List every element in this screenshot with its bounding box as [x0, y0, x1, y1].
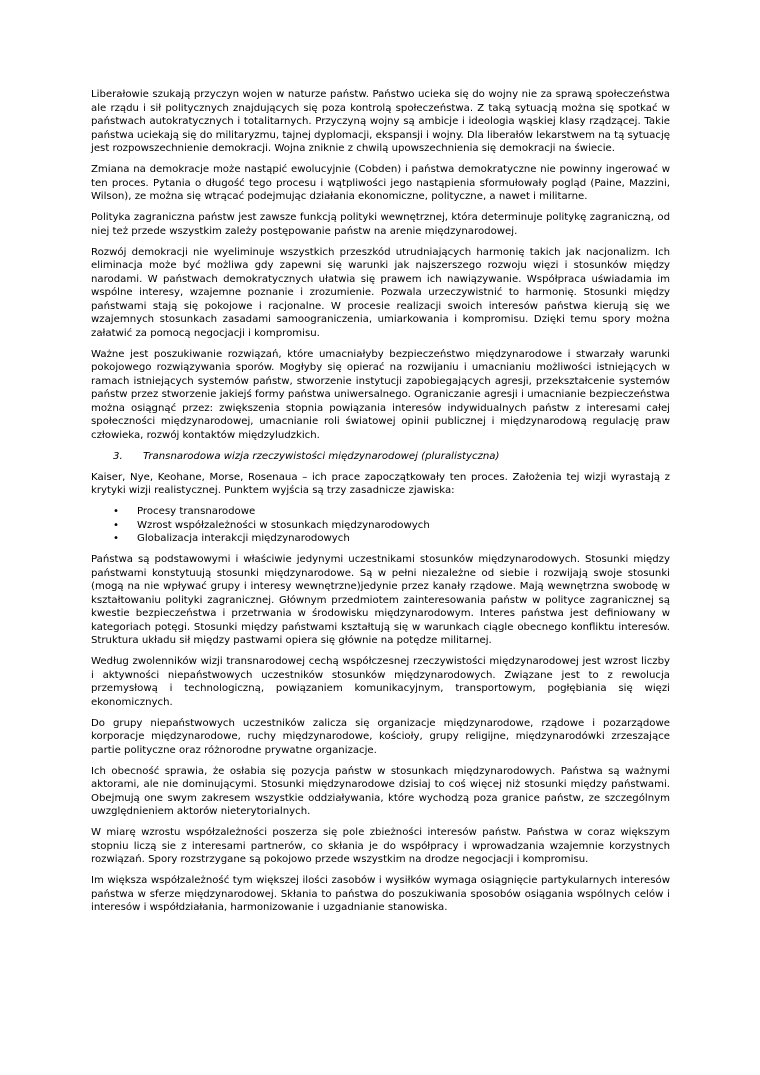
paragraph-state-position: Ich obecność sprawia, że osłabia się pozycja państw w stosunkach międzynarodowych. Państwa są ważnymi aktorami, ale nie dominującymi. Stosunki międzynarodowe dzisiaj to coś więcej niż stosunki między państwami. Obejmują one swym zakresem wszystkie oddziaływania, które wychodzą poza granice państw, ze szczególnym uwzględnieniem aktorów nieterytorialnych. [91, 765, 670, 817]
paragraph-democracy-development: Rozwój demokracji nie wyeliminuje wszystkich przeszkód utrudniających harmonię takich jak nacjonalizm. Ich eliminacja może być możliwa gdy zapewni się warunki jak najszerszego rozwoju więzi i stosunków między narodami. W państwach demokratycznych ułatwia się prawem ich nawiązywanie. Współpraca uświadamia im wspólne interesy, wzajemne poznanie i zrozumienie. Pozwala urzeczywistnić to harmonię. Stosunki między państwami stają się pokojowe i racjonalne. W procesie realizacji swoich interesów państwa kierują się we wzajemnych stosunkach zasadami samoograniczenia, umiarkowania i kompromisu. Dzięki temu spory można załatwić za pomocą negocjacji i kompromisu. [91, 246, 670, 339]
section-number: 3. [113, 450, 123, 462]
paragraph-liberals-war-causes: Liberałowie szukają przyczyn wojen w naturze państw. Państwo ucieka się do wojny nie za sprawą społeczeństwa ale rządu i sił politycznych znajdujących się poza kontrolą społeczeństwa. Z taką sytuacją można się spotkać w państwach autokratycznych i totalitarnych. Przyczyną wojny są ambicje i ideologia wąskiej klasy rządzącej. Takie państwa uciekają się do militaryzmu, tajnej dyplomacji, ekspansji i wojny. Dla liberałów lekarstwem na tą sytuację jest rozpowszechnienie demokracji. Wojna zniknie z chwilą upowszechnienia się demokracji na świecie. [91, 89, 670, 154]
bullet-icon: • [113, 533, 119, 544]
paragraph-common-goals: Im większa współzależność tym większej ilości zasobów i wysiłków wymaga osiągnięcie partykularnych interesów państwa w sferze międzynarodowej. Skłania to państwa do poszukiwania sposobów osiągania wspólnych celów i interesów i współdziałania, harmonizowanie i uzgadnianie stanowiska. [91, 875, 670, 913]
list-item [91, 532, 670, 546]
list-item-text: Globalizacja interakcji międzynarodowych [137, 533, 350, 544]
paragraph-democracy-change: Zmiana na demokracje może nastąpić ewolucyjnie (Cobden) i państwa demokratyczne nie powinny ingerować w ten proces. Pytania o długość tego procesu i wątpliwości jego nastąpienia sformułowały pogląd (Paine, Mazzini, Wilson), ze można się wtrącać podejmując działania ekonomiczne, polityczne, a nawet i militarne. [91, 164, 670, 202]
paragraph-security-solutions: Ważne jest poszukiwanie rozwiązań, które umacniałyby bezpieczeństwo międzynarodowe i stwarzały warunki pokojowego rozwiązywania sporów. Mogłyby się opierać na rozwijaniu i umacnianiu możliwości istniejących w ramach istniejących systemów państw, stworzenie instytucji zapobiegających agresji, przekształcenie systemów państw przez stworzenie jakiejś formy państwa uniwersalnego. Ograniczanie agresji i umacnianie bezpieczeństwa można osiągnąć przez: zwiększenia stopnia powiązania interesów indywidualnych państw z interesami całej społeczności międzynarodowej, umacnianie roli światowej opinii publicznej i międzynarodową regulację praw człowieka, rozwój kontaktów międzyludzkich. [91, 348, 670, 441]
section-heading [91, 450, 670, 464]
section-title: Transnarodowa wizja rzeczywistości międzynarodowej (pluralistyczna) [143, 450, 500, 462]
paragraph-states-participants: Państwa są podstawowymi i właściwie jedynymi uczestnikami stosunków międzynarodowych. Stosunki między państwami konstytuują stosunki międzynarodowe. Są w pełni niezależne od siebie i rozwijają swoje stosunki (mogą na nie wpływać grupy i interesy wewnętrzne)jedynie przez kanały rządowe. Mają wewnętrzna swobodę w kształtowaniu polityki zagranicznej. Głównym przedmiotem zainteresowania państw w polityce zagranicznej są kwestie bezpieczeństwa i przetrwania w środowisku międzynarodowym. Interes państwa jest definiowany w kategoriach potęgi. Stosunki między państwami kształtują się w warunkach ciągle obecnego konfliktu interesów. Struktura układu sił między pastwami opiera się głównie na potędze militarnej. [91, 554, 670, 646]
bullet-icon: • [113, 506, 119, 517]
paragraph-interdependence: W miarę wzrostu współzależności poszerza się pole zbieżności interesów państw. Państwa w coraz większym stopniu liczą sie z interesami partnerów, co skłania je do współpracy i wprowadzania wzajemnie korzystnych rozwiązań. Spory rozstrzygane są pokojowo przede wszystkim na drodze negocjacji i kompromisu. [91, 827, 670, 865]
list-item-text: Wzrost współzależności w stosunkach międzynarodowych [137, 519, 430, 531]
bullet-icon: • [113, 519, 119, 531]
list-item-text: Procesy transnarodowe [137, 506, 256, 517]
paragraph-nonstate-actors-growth: Według zwolenników wizji transnarodowej cechą współczesnej rzeczywistości międzynarodowej jest wzrost liczby i aktywności niepaństwowych uczestników stosunków międzynarodowych. Związane jest to z rewolucja przemysłową i technologiczną, powiązaniem komunikacyjnym, transportowym, pogłębiania się więzi ekonomicznych. [91, 656, 670, 708]
list-item [91, 519, 670, 533]
paragraph-nonstate-actors-group: Do grupy niepaństwowych uczestników zalicza się organizacje międzynarodowe, rządowe i pozarządowe korporacje międzynarodowe, ruchy międzynarodowe, kościoły, grupy religijne, międzynarodówki zrzeszające partie polityczne oraz różnorodne prywatne organizacje. [91, 717, 670, 756]
list-item [91, 505, 670, 519]
phenomena-list [91, 505, 670, 546]
paragraph-transnational-intro: Kaiser, Nye, Keohane, Morse, Rosenaua – ich prace zapoczątkowały ten proces. Założenia tej wizji wyrastają z krytyki wizji realistycznej. Punktem wyjścia są trzy zasadnicze zjawiska: [91, 471, 670, 496]
paragraph-foreign-policy: Polityka zagraniczna państw jest zawsze funkcją polityki wewnętrznej, która determinuje politykę zagraniczną, od niej też przede wszystkim zależy postępowanie państw na arenie międzynarodowej. [91, 212, 670, 237]
